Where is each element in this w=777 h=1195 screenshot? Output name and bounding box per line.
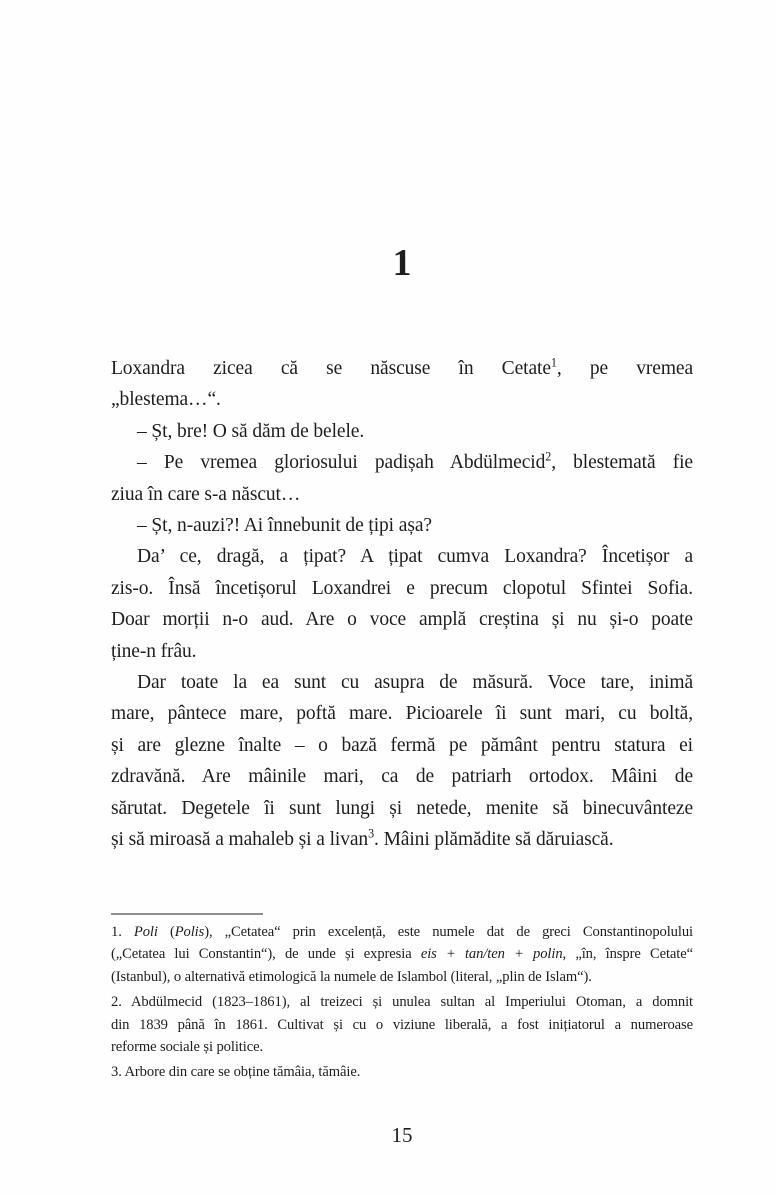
paragraph <box>111 447 693 510</box>
italic-text: eis + tan/ten + polin <box>420 946 563 963</box>
text-run: – Șt, bre! O să dăm de belele. <box>137 420 365 442</box>
text-run: ziua în care s-a născut… <box>111 483 301 505</box>
text-run: din 1839 până în 1861. Cultivat și cu o viziune liberală, a fost inițiatorul a numeroase <box>111 1016 693 1033</box>
text-line <box>111 943 693 965</box>
text-line <box>111 1061 693 1083</box>
text-run: zdravănă. Are mâinile mari, ca de patriarh ortodox. Mâini de <box>111 766 693 788</box>
text-run: zis-o. Însă încetișorul Loxandrei e precum clopotul Sfintei Sofia. <box>111 577 693 599</box>
text-line <box>111 1036 693 1058</box>
text-line <box>111 1014 693 1036</box>
text-run: (Istanbul), o alternativă etimologică la numele de Islambol (literal, „plin de Islam“). <box>111 968 592 985</box>
text-run: 2. Abdülmecid (1823–1861), al treizeci și unulea sultan al Imperiului Otoman, a domnit <box>111 994 693 1011</box>
text-run: Loxandra zicea că se născuse în Cetate <box>111 358 551 379</box>
text-run: – Pe vremea gloriosului padișah Abdülmecid <box>137 452 546 474</box>
italic-text: Poli <box>133 924 158 940</box>
text-run: Da’ ce, dragă, a țipat? A țipat cumva Loxandra? Încetișor a <box>137 546 693 568</box>
text-line <box>111 384 693 415</box>
text-line <box>111 353 693 384</box>
text-line <box>111 604 693 635</box>
text-line <box>111 824 693 855</box>
text-line <box>111 416 693 447</box>
text-run: „blestema…“. <box>111 389 221 411</box>
italic-text: Polis <box>174 924 205 940</box>
body-text <box>111 353 693 856</box>
footnote <box>111 1061 693 1083</box>
paragraph <box>111 667 693 855</box>
text-line <box>111 667 693 698</box>
text-line <box>111 793 693 824</box>
text-run: și are glezne înalte – o bază fermă pe pământ pentru statura ei <box>111 734 693 756</box>
text-run: ține-n frâu. <box>111 640 197 662</box>
paragraph <box>111 353 693 416</box>
text-run: Doar morții n-o aud. Are o voce amplă creștina și nu și-o poate <box>111 609 693 631</box>
footnote-reference: 1 <box>550 355 557 370</box>
paragraph <box>111 510 693 541</box>
paragraph <box>111 541 693 667</box>
text-line <box>111 730 693 761</box>
text-line <box>111 966 693 988</box>
chapter-number: 1 <box>392 242 412 284</box>
footnote-reference: 2 <box>545 449 552 464</box>
text-line <box>111 573 693 604</box>
footnotes <box>111 921 693 1087</box>
text-run: ), „Cetatea“ prin excelență, este numele dat de greci Constantinopolului <box>204 924 693 940</box>
footnote-reference: 3 <box>368 826 375 841</box>
text-run: mare, pântece mare, poftă mare. Picioarele îi sunt mari, cu boltă, <box>111 703 693 725</box>
text-run: , pe vremea <box>556 358 694 379</box>
text-run: – Șt, n-auzi?! Ai înnebunit de țipi așa? <box>137 515 432 537</box>
text-line <box>111 479 693 510</box>
text-line <box>111 447 693 478</box>
text-line <box>111 921 693 943</box>
footnote-separator <box>111 913 263 915</box>
text-line <box>111 636 693 667</box>
text-line <box>111 698 693 729</box>
text-line <box>111 991 693 1013</box>
text-run: ( <box>157 924 175 940</box>
text-run: Dar toate la ea sunt cu asupra de măsură. Voce tare, inimă <box>137 672 693 694</box>
text-run: și să miroasă a mahaleb și a livan <box>111 829 369 851</box>
footnote <box>111 991 693 1058</box>
paragraph <box>111 416 693 447</box>
text-run: sărutat. Degetele îi sunt lungi și netede, menite să binecuvânteze <box>111 797 693 819</box>
text-line <box>111 761 693 792</box>
text-run: 1. <box>111 924 134 940</box>
footnote <box>111 921 693 988</box>
page-number: 15 <box>391 1123 413 1147</box>
text-run: reforme sociale și politice. <box>111 1039 263 1056</box>
text-run: . Mâini plămădite să dăruiască. <box>374 829 614 851</box>
text-run: 3. Arbore din care se obține tămâia, tămâie. <box>111 1064 361 1081</box>
text-run: („Cetatea lui Constantin“), de unde și expresia <box>111 946 421 963</box>
text-line <box>111 541 693 572</box>
text-line <box>111 510 693 541</box>
text-run: , „în, înspre Cetate“ <box>562 946 693 963</box>
text-run: , blestemată fie <box>551 452 693 474</box>
